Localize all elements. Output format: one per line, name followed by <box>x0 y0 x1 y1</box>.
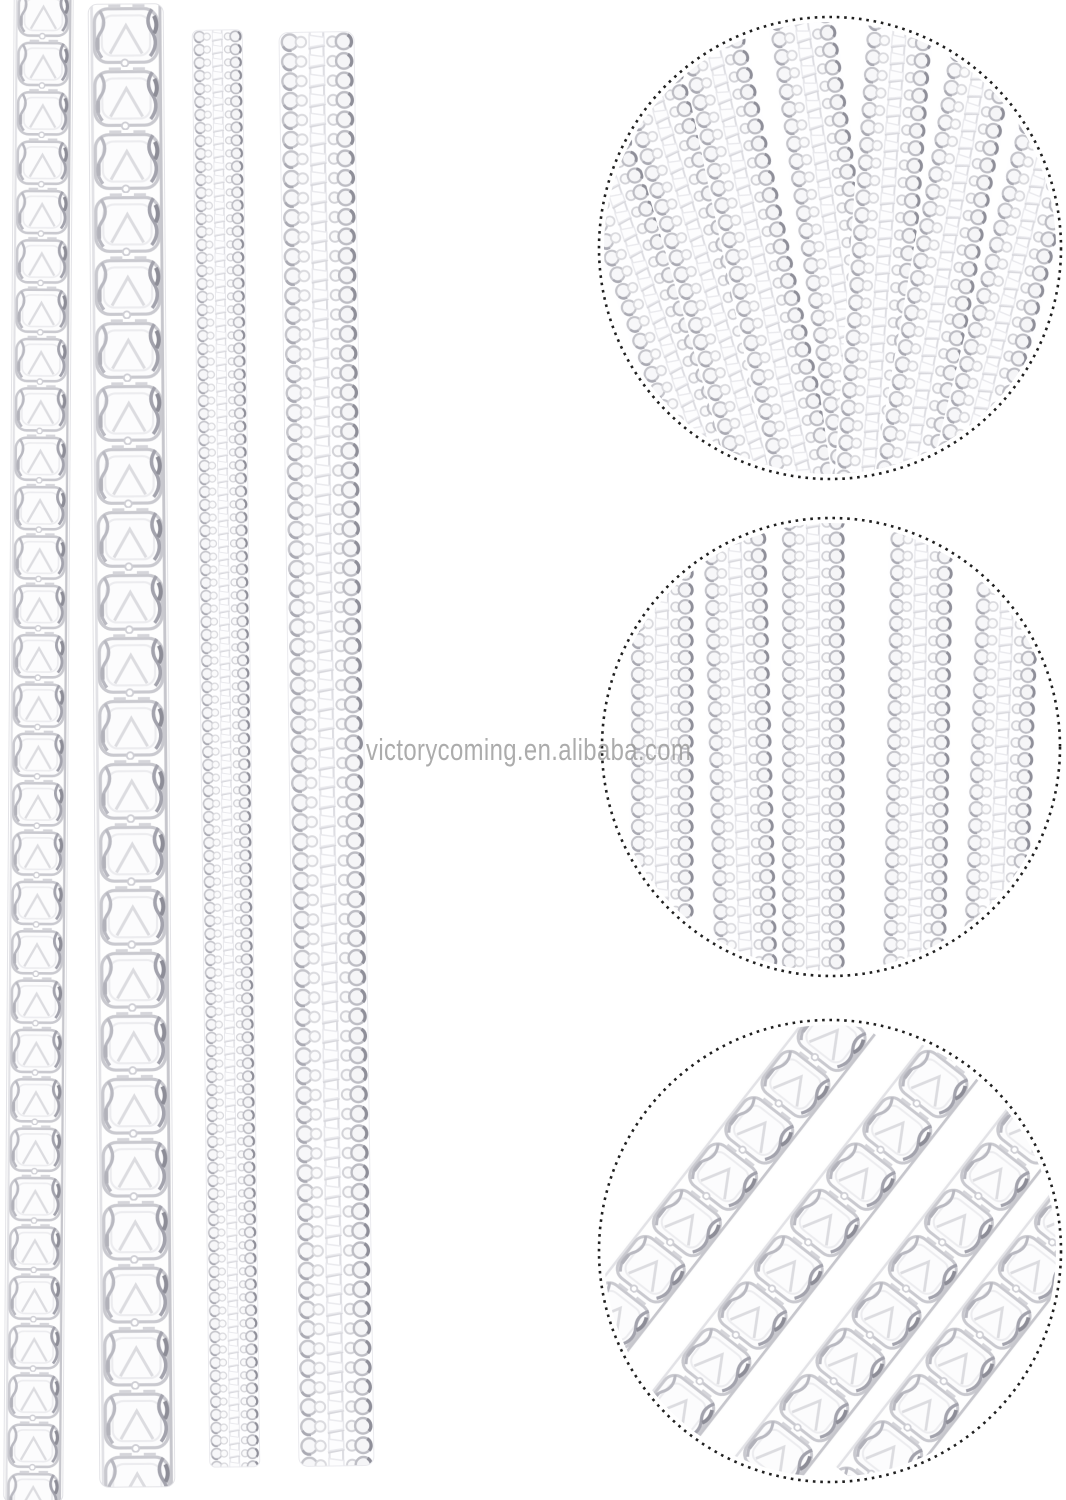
adjuster-strips-group <box>4 0 374 1500</box>
strip-wide-1 <box>4 0 74 1500</box>
strip-medium-4 <box>279 32 374 1467</box>
strip-thin-3 <box>192 30 260 1468</box>
magnifier-circle-bottom <box>453 993 1066 1500</box>
strip-wide-2 <box>88 4 175 1488</box>
magnifier-circle-middle <box>602 496 1060 998</box>
magnifier-circle-top <box>526 0 1066 585</box>
watermark-text: victorycoming.en.alibaba.com <box>366 732 692 767</box>
magnifier-bottom-content <box>453 993 1066 1500</box>
magnifier-middle-content <box>630 496 1044 998</box>
magnifier-top-content <box>526 0 1066 585</box>
